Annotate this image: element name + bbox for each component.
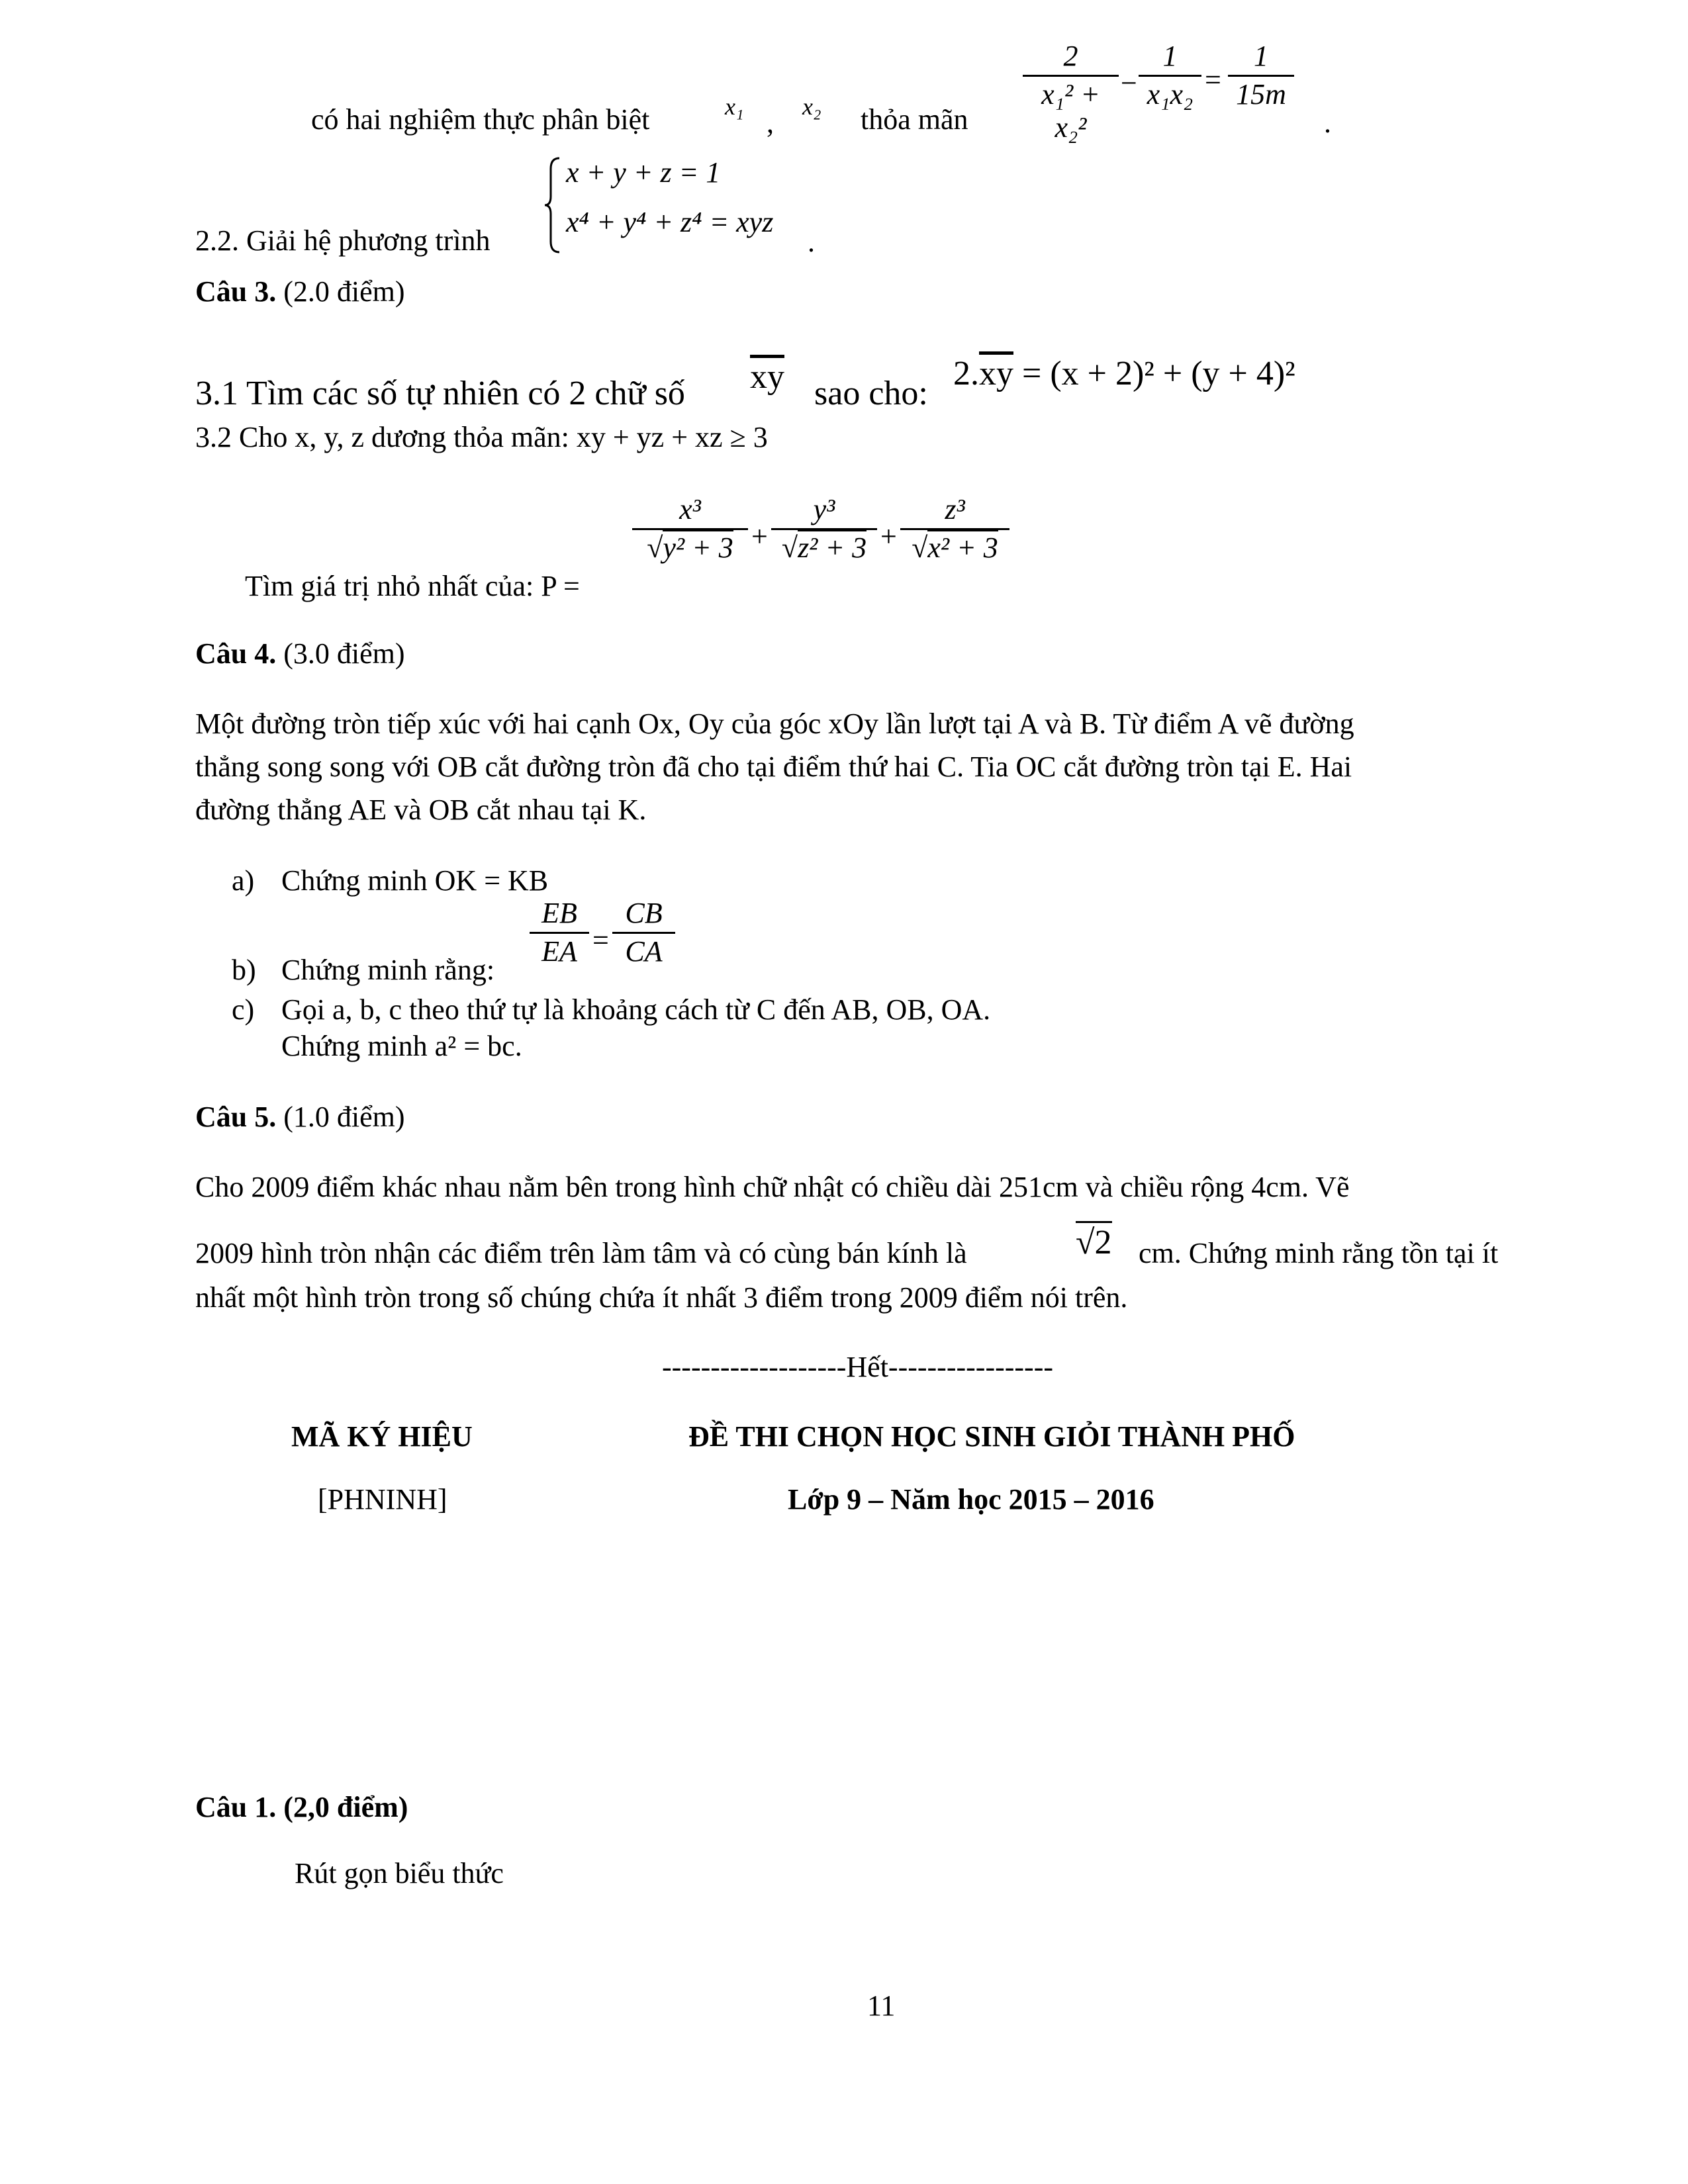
minus-sign: − <box>1121 67 1137 99</box>
q4-c-text2: Chứng minh a² = bc. <box>281 1030 522 1062</box>
q1-title: Câu 1. (2,0 điểm) <box>195 1791 408 1823</box>
code-value: [PHNINH] <box>318 1483 447 1516</box>
period: . <box>808 226 815 258</box>
q4-para-line3: đường thẳng AE và OB cắt nhau tại K. <box>195 794 647 826</box>
fraction-1-over-product: 1 x₁x₂ <box>1139 40 1201 111</box>
x2-symbol: x₂ <box>802 93 821 120</box>
system-eq1: x + y + z = 1 <box>566 156 721 189</box>
end-marker: -------------------Hết----------------- <box>662 1351 1054 1383</box>
code-label: MÃ KÝ HIỆU <box>291 1420 473 1453</box>
q4-para-line1: Một đường tròn tiếp xúc với hai cạnh Ox, Oy của góc xOy lần lượt tại A và B. Từ điểm A vẽ đường <box>195 707 1354 740</box>
q1-text: Rút gọn biểu thức <box>295 1857 504 1889</box>
q4-b-text: Chứng minh rằng: <box>281 954 495 986</box>
q2-2-label: 2.2. Giải hệ phương trình <box>195 224 491 257</box>
equals-sign: = <box>592 924 609 956</box>
q3-1-text: 3.1 Tìm các số tự nhiên có 2 chữ số <box>195 375 685 412</box>
q5-line2b: cm. Chứng minh rằng tồn tại ít <box>1139 1237 1499 1269</box>
q4-a-label: a) <box>232 864 255 897</box>
p-fraction-3: z³ √x² + 3 <box>900 493 1009 565</box>
plus-sign: + <box>751 520 768 553</box>
plus-sign: + <box>880 520 897 553</box>
q4-title: Câu 4. (3.0 điểm) <box>195 637 405 670</box>
sqrt-2: √2 <box>1076 1221 1112 1262</box>
q4-para-line2: thẳng song song với OB cắt đường tròn đã cho tại điểm thứ hai C. Tia OC cắt đường tròn tại E. Hai <box>195 751 1352 783</box>
ratio-cb-ca: CB CA <box>612 897 675 968</box>
period: . <box>1324 107 1331 139</box>
q5-line1: Cho 2009 điểm khác nhau nằm bên trong hình chữ nhật có chiều dài 251cm và chiều rộng 4cm. Vẽ <box>195 1171 1350 1203</box>
page-number: 11 <box>867 1989 896 2022</box>
q5-line2a: 2009 hình tròn nhận các điểm trên làm tâm và có cùng bán kính là <box>195 1237 967 1269</box>
q4-c-label: c) <box>232 993 255 1026</box>
q5-line3: nhất một hình tròn trong số chúng chứa ít nhất 3 điểm trong 2009 điểm nói trên. <box>195 1281 1128 1314</box>
exam-title: ĐỀ THI CHỌN HỌC SINH GIỎI THÀNH PHỐ <box>688 1420 1295 1453</box>
q2-root-text: có hai nghiệm thực phân biệt <box>311 103 650 136</box>
p-fraction-1: x³ √y² + 3 <box>632 493 748 565</box>
satisfy-text: thỏa mãn <box>861 103 968 136</box>
exam-subtitle: Lớp 9 – Năm học 2015 – 2016 <box>788 1483 1154 1516</box>
comma: , <box>767 107 774 139</box>
system-brace-icon <box>543 156 563 255</box>
xy-overline-number: $\overline{xy}$ <box>750 358 784 396</box>
q3-find-min-text: Tìm giá trị nhỏ nhất của: P = <box>245 570 580 602</box>
q3-title: Câu 3. (2.0 điểm) <box>195 275 405 308</box>
fraction-2-over-sum-squares: 2 x₁² + x₂² <box>1023 40 1119 145</box>
q3-1-equation: $2.\overline{xy} = (x + 2)^2 + (y + 4)^2$ <box>953 355 1295 392</box>
q4-b-label: b) <box>232 954 256 986</box>
fraction-1-over-15m: 1 15m <box>1228 40 1294 111</box>
q3-1-sao-cho: sao cho: <box>814 375 928 412</box>
p-fraction-2: y³ √z² + 3 <box>771 493 877 565</box>
q5-title: Câu 5. (1.0 điểm) <box>195 1101 405 1133</box>
system-eq2: x⁴ + y⁴ + z⁴ = xyz <box>566 206 774 238</box>
q4-c-text: Gọi a, b, c theo thứ tự là khoảng cách từ C đến AB, OB, OA. <box>281 993 991 1026</box>
q3-2-text: 3.2 Cho x, y, z dương thỏa mãn: xy + yz + xz ≥ 3 <box>195 421 768 453</box>
equals-sign: = <box>1205 64 1221 96</box>
q4-a-text: Chứng minh OK = KB <box>281 864 549 897</box>
ratio-eb-ea: EB EA <box>530 897 589 968</box>
x1-symbol: x₁ <box>725 93 744 120</box>
